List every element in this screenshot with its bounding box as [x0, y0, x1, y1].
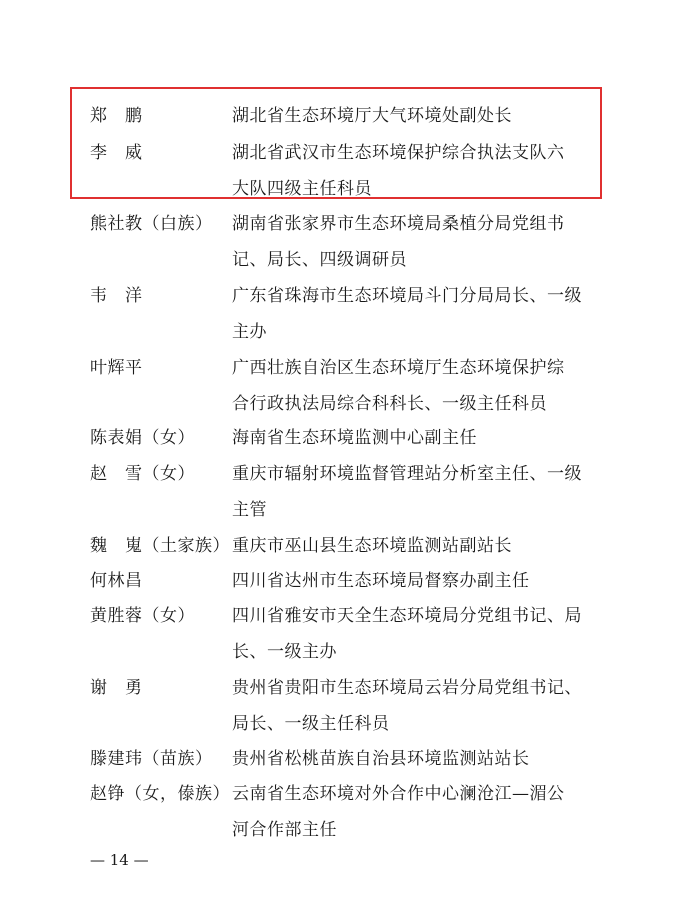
- entry-name: 叶辉平: [90, 358, 143, 378]
- entry-name: 赵 雪（女）: [90, 464, 195, 484]
- entry-title: [232, 135, 592, 207]
- entry-name: 赵铮（女，傣族）: [90, 784, 230, 804]
- entry-name: 何林昌: [90, 571, 143, 591]
- entry-name: 谢 勇: [90, 678, 143, 698]
- entry-title: [232, 670, 592, 742]
- entry-title-line: 四川省雅安市天全生态环境局分党组书记、局: [232, 606, 582, 626]
- entry-title-line: 云南省生态环境对外合作中心澜沧江—湄公: [232, 784, 565, 804]
- entry-title-line: 湖南省张家界市生态环境局桑植分局党组书: [232, 214, 565, 234]
- entry-title-line: 合行政执法局综合科科长、一级主任科员: [232, 394, 547, 414]
- entry-title: [232, 98, 592, 134]
- entry-title-line: 重庆市巫山县生态环境监测站副站长: [232, 536, 512, 556]
- page-number: — 14 —: [90, 851, 149, 869]
- entry-title: [232, 563, 592, 599]
- entry-title: [232, 206, 592, 278]
- entry-name: 郑 鹏: [90, 106, 143, 126]
- entry-title: [232, 598, 592, 670]
- entry-title-line: 湖北省武汉市生态环境保护综合执法支队六: [232, 143, 565, 163]
- entry-title-line: 贵州省贵阳市生态环境局云岩分局党组书记、: [232, 678, 582, 698]
- entry-title-line: 四川省达州市生态环境局督察办副主任: [232, 571, 530, 591]
- entry-title-line: 局长、一级主任科员: [232, 714, 390, 734]
- entry-name: 滕建玮（苗族）: [90, 749, 213, 769]
- entry-name: 韦 洋: [90, 286, 143, 306]
- entry-title-line: 海南省生态环境监测中心副主任: [232, 428, 477, 448]
- entry-title: [232, 278, 592, 350]
- entry-title-line: 主办: [232, 322, 267, 342]
- entry-name: 黄胜蓉（女）: [90, 606, 195, 626]
- entry-title: [232, 528, 592, 564]
- entry-title: [232, 776, 592, 848]
- entry-title: [232, 741, 592, 777]
- entry-name: 熊社教（白族）: [90, 214, 213, 234]
- entry-title-line: 长、一级主办: [232, 642, 337, 662]
- entry-title-line: 记、局长、四级调研员: [232, 250, 407, 270]
- entry-title-line: 河合作部主任: [232, 820, 337, 840]
- entry-name: 魏 嵬（土家族）: [90, 536, 230, 556]
- entry-title-line: 主管: [232, 500, 267, 520]
- entry-title-line: 湖北省生态环境厅大气环境处副处长: [232, 106, 512, 126]
- entry-title-line: 广西壮族自治区生态环境厅生态环境保护综: [232, 358, 565, 378]
- entry-title-line: 大队四级主任科员: [232, 179, 372, 199]
- entry-title-line: 广东省珠海市生态环境局斗门分局局长、一级: [232, 286, 582, 306]
- entry-title: [232, 420, 592, 456]
- entry-title-line: 重庆市辐射环境监督管理站分析室主任、一级: [232, 464, 582, 484]
- entry-title: [232, 456, 592, 528]
- entry-name: 李 威: [90, 143, 143, 163]
- entry-title-line: 贵州省松桃苗族自治县环境监测站站长: [232, 749, 530, 769]
- entry-title: [232, 350, 592, 422]
- entry-name: 陈表娟（女）: [90, 428, 195, 448]
